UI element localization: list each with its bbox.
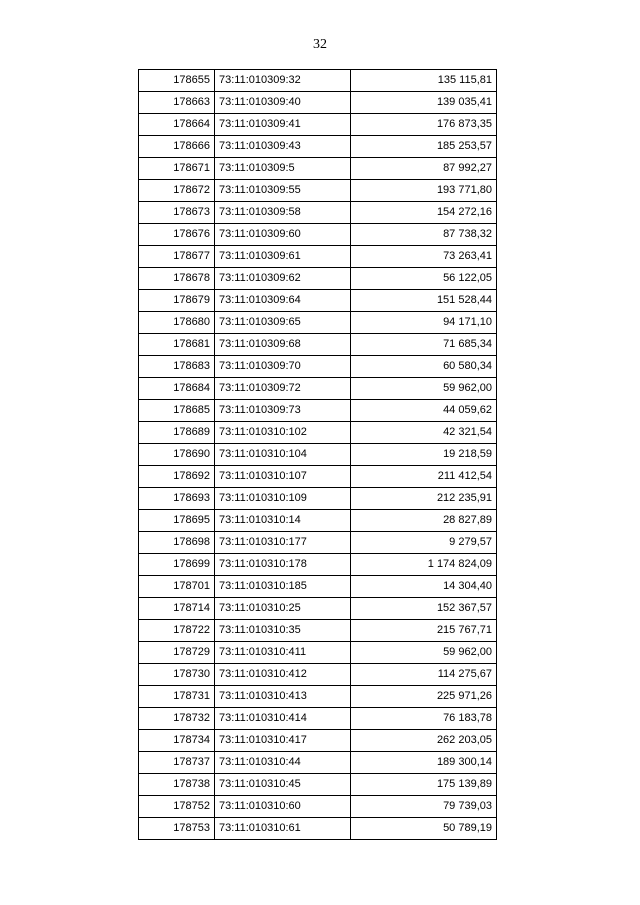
cadastral-value-cell: 87 738,32 [351, 224, 497, 246]
cadastral-number-cell: 73:11:010310:412 [215, 664, 351, 686]
table-row [139, 686, 497, 708]
table-row [139, 730, 497, 752]
row-id-cell: 178714 [139, 598, 215, 620]
cadastral-number-cell: 73:11:010310:44 [215, 752, 351, 774]
cadastral-number-cell: 73:11:010310:417 [215, 730, 351, 752]
cadastral-value-cell: 189 300,14 [351, 752, 497, 774]
table-row [139, 444, 497, 466]
cadastral-value-cell: 151 528,44 [351, 290, 497, 312]
cadastral-number-cell: 73:11:010310:414 [215, 708, 351, 730]
row-id-cell: 178671 [139, 158, 215, 180]
row-id-cell: 178730 [139, 664, 215, 686]
row-id-cell: 178672 [139, 180, 215, 202]
cadastral-value-cell: 212 235,91 [351, 488, 497, 510]
table-row [139, 114, 497, 136]
row-id-cell: 178722 [139, 620, 215, 642]
cadastral-number-cell: 73:11:010310:413 [215, 686, 351, 708]
row-id-cell: 178677 [139, 246, 215, 268]
cadastral-number-cell: 73:11:010310:25 [215, 598, 351, 620]
table-row [139, 136, 497, 158]
cadastral-number-cell: 73:11:010310:177 [215, 532, 351, 554]
page-number: 32 [313, 37, 327, 52]
cadastral-value-cell: 152 367,57 [351, 598, 497, 620]
cadastral-value-cell: 185 253,57 [351, 136, 497, 158]
table-row [139, 642, 497, 664]
row-id-cell: 178678 [139, 268, 215, 290]
table-row [139, 510, 497, 532]
table-row [139, 708, 497, 730]
row-id-cell: 178752 [139, 796, 215, 818]
table-row [139, 554, 497, 576]
cadastral-value-cell: 19 218,59 [351, 444, 497, 466]
cadastral-value-cell: 42 321,54 [351, 422, 497, 444]
cadastral-value-cell: 59 962,00 [351, 378, 497, 400]
row-id-cell: 178683 [139, 356, 215, 378]
table-row [139, 246, 497, 268]
row-id-cell: 178679 [139, 290, 215, 312]
row-id-cell: 178684 [139, 378, 215, 400]
cadastral-number-cell: 73:11:010309:58 [215, 202, 351, 224]
table-row [139, 422, 497, 444]
cadastral-number-cell: 73:11:010309:41 [215, 114, 351, 136]
table-row [139, 70, 497, 92]
cadastral-value-cell: 135 115,81 [351, 70, 497, 92]
cadastral-number-cell: 73:11:010309:62 [215, 268, 351, 290]
row-id-cell: 178731 [139, 686, 215, 708]
cadastral-number-cell: 73:11:010310:35 [215, 620, 351, 642]
table-row [139, 158, 497, 180]
table-row [139, 818, 497, 840]
row-id-cell: 178664 [139, 114, 215, 136]
cadastral-value-cell: 176 873,35 [351, 114, 497, 136]
cadastral-number-cell: 73:11:010310:107 [215, 466, 351, 488]
row-id-cell: 178732 [139, 708, 215, 730]
cadastral-value-cell: 154 272,16 [351, 202, 497, 224]
row-id-cell: 178663 [139, 92, 215, 114]
cadastral-value-cell: 87 992,27 [351, 158, 497, 180]
table-row [139, 180, 497, 202]
cadastral-value-cell: 73 263,41 [351, 246, 497, 268]
table-row [139, 290, 497, 312]
cadastral-value-cell: 71 685,34 [351, 334, 497, 356]
cadastral-value-cell: 1 174 824,09 [351, 554, 497, 576]
cadastral-value-cell: 44 059,62 [351, 400, 497, 422]
table-row [139, 620, 497, 642]
cadastral-number-cell: 73:11:010310:14 [215, 510, 351, 532]
cadastral-number-cell: 73:11:010310:60 [215, 796, 351, 818]
cadastral-value-cell: 193 771,80 [351, 180, 497, 202]
cadastral-number-cell: 73:11:010310:102 [215, 422, 351, 444]
cadastral-value-cell: 211 412,54 [351, 466, 497, 488]
row-id-cell: 178666 [139, 136, 215, 158]
cadastral-value-cell: 28 827,89 [351, 510, 497, 532]
row-id-cell: 178655 [139, 70, 215, 92]
cadastral-number-cell: 73:11:010310:109 [215, 488, 351, 510]
table-body [139, 70, 497, 840]
table-row [139, 202, 497, 224]
cadastral-value-cell: 59 962,00 [351, 642, 497, 664]
table-row [139, 356, 497, 378]
cadastral-number-cell: 73:11:010309:55 [215, 180, 351, 202]
cadastral-number-cell: 73:11:010309:72 [215, 378, 351, 400]
row-id-cell: 178699 [139, 554, 215, 576]
cadastral-number-cell: 73:11:010309:32 [215, 70, 351, 92]
table-row [139, 598, 497, 620]
row-id-cell: 178695 [139, 510, 215, 532]
cadastral-number-cell: 73:11:010309:70 [215, 356, 351, 378]
table-row [139, 334, 497, 356]
cadastral-number-cell: 73:11:010309:73 [215, 400, 351, 422]
row-id-cell: 178692 [139, 466, 215, 488]
row-id-cell: 178693 [139, 488, 215, 510]
cadastral-value-cell: 56 122,05 [351, 268, 497, 290]
cadastral-value-table [138, 69, 497, 840]
cadastral-number-cell: 73:11:010310:178 [215, 554, 351, 576]
cadastral-value-cell: 175 139,89 [351, 774, 497, 796]
cadastral-value-cell: 60 580,34 [351, 356, 497, 378]
row-id-cell: 178734 [139, 730, 215, 752]
table-row [139, 268, 497, 290]
cadastral-number-cell: 73:11:010310:45 [215, 774, 351, 796]
cadastral-value-cell: 225 971,26 [351, 686, 497, 708]
cadastral-value-cell: 114 275,67 [351, 664, 497, 686]
table-row [139, 532, 497, 554]
cadastral-number-cell: 73:11:010309:60 [215, 224, 351, 246]
cadastral-value-cell: 9 279,57 [351, 532, 497, 554]
cadastral-number-cell: 73:11:010310:61 [215, 818, 351, 840]
cadastral-number-cell: 73:11:010309:61 [215, 246, 351, 268]
table-row [139, 664, 497, 686]
cadastral-number-cell: 73:11:010309:43 [215, 136, 351, 158]
row-id-cell: 178701 [139, 576, 215, 598]
cadastral-value-cell: 50 789,19 [351, 818, 497, 840]
row-id-cell: 178698 [139, 532, 215, 554]
cadastral-number-cell: 73:11:010310:104 [215, 444, 351, 466]
cadastral-value-cell: 94 171,10 [351, 312, 497, 334]
row-id-cell: 178685 [139, 400, 215, 422]
cadastral-number-cell: 73:11:010309:40 [215, 92, 351, 114]
table-row [139, 576, 497, 598]
row-id-cell: 178737 [139, 752, 215, 774]
table-row [139, 378, 497, 400]
cadastral-value-cell: 76 183,78 [351, 708, 497, 730]
row-id-cell: 178681 [139, 334, 215, 356]
table-row [139, 466, 497, 488]
cadastral-value-cell: 139 035,41 [351, 92, 497, 114]
table-row [139, 796, 497, 818]
cadastral-value-cell: 215 767,71 [351, 620, 497, 642]
row-id-cell: 178690 [139, 444, 215, 466]
cadastral-value-cell: 14 304,40 [351, 576, 497, 598]
cadastral-number-cell: 73:11:010309:68 [215, 334, 351, 356]
table-row [139, 488, 497, 510]
table-row [139, 224, 497, 246]
row-id-cell: 178753 [139, 818, 215, 840]
table-row [139, 752, 497, 774]
cadastral-value-cell: 262 203,05 [351, 730, 497, 752]
cadastral-number-cell: 73:11:010309:5 [215, 158, 351, 180]
row-id-cell: 178673 [139, 202, 215, 224]
cadastral-number-cell: 73:11:010309:64 [215, 290, 351, 312]
row-id-cell: 178676 [139, 224, 215, 246]
cadastral-number-cell: 73:11:010310:411 [215, 642, 351, 664]
cadastral-number-cell: 73:11:010309:65 [215, 312, 351, 334]
cadastral-number-cell: 73:11:010310:185 [215, 576, 351, 598]
row-id-cell: 178729 [139, 642, 215, 664]
table-row [139, 400, 497, 422]
row-id-cell: 178680 [139, 312, 215, 334]
row-id-cell: 178689 [139, 422, 215, 444]
row-id-cell: 178738 [139, 774, 215, 796]
cadastral-value-cell: 79 739,03 [351, 796, 497, 818]
table-row [139, 92, 497, 114]
table-row [139, 312, 497, 334]
table-row [139, 774, 497, 796]
